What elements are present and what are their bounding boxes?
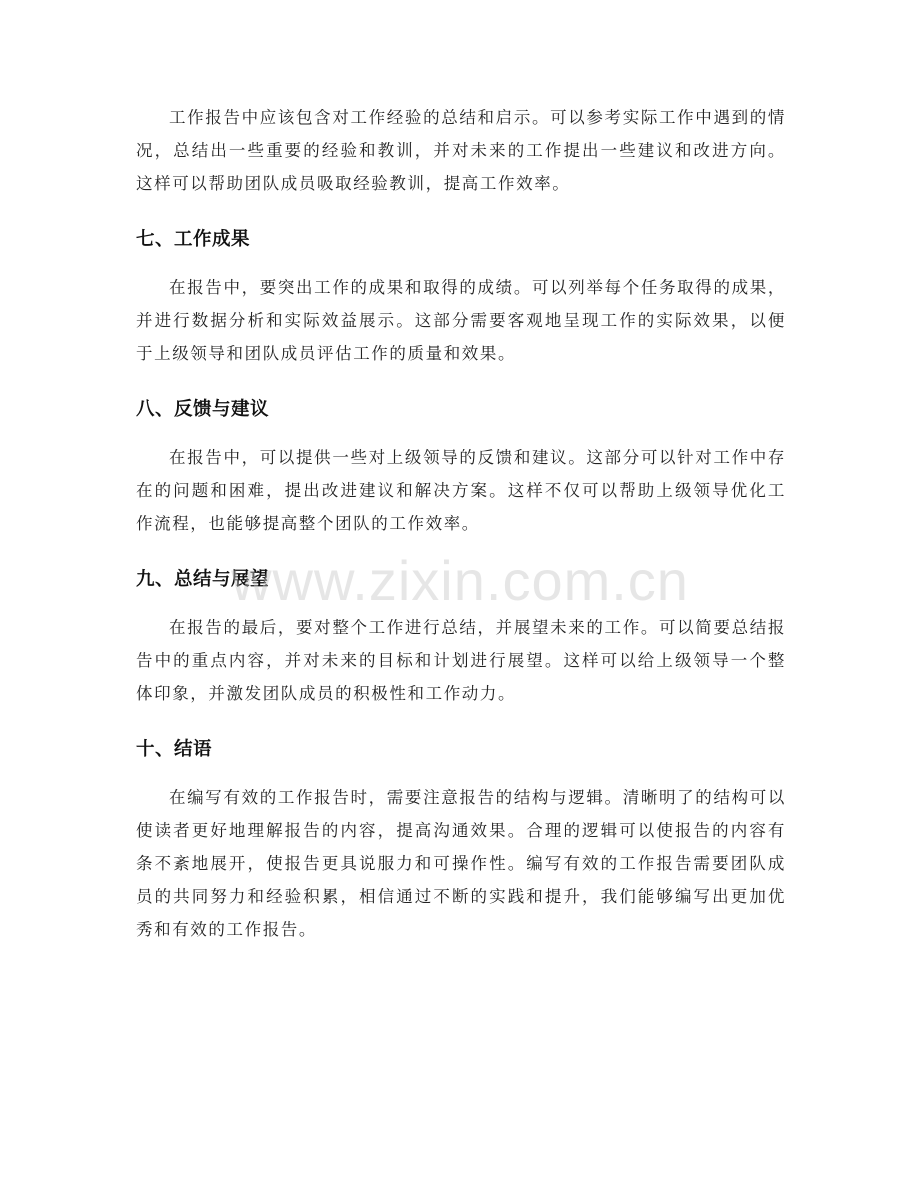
- intro-paragraph: 工作报告中应该包含对工作经验的总结和启示。可以参考实际工作中遇到的情况，总结出一些重要的经验和教训，并对未来的工作提出一些建议和改进方向。这样可以帮助团队成员吸取经验教训，提高工作效率。: [136, 108, 786, 193]
- section-heading-conclusion: 十、结语: [136, 739, 213, 760]
- section-paragraph-feedback: 在报告中，可以提供一些对上级领导的反馈和建议。这部分可以针对工作中存在的问题和困难，提出改进建议和解决方案。这样不仅可以帮助上级领导优化工作流程，也能够提高整个团队的工作效率。: [136, 448, 786, 533]
- spacer: [136, 591, 786, 611]
- section-paragraph-summary: 在报告的最后，要对整个工作进行总结，并展望未来的工作。可以简要总结报告中的重点内容，并对未来的目标和计划进行展望。这样可以给上级领导一个整体印象，并激发团队成员的积极性和工作动力。: [136, 618, 786, 703]
- section-heading-summary: 九、总结与展望: [136, 569, 270, 590]
- spacer: [136, 200, 786, 225]
- document-body: [136, 101, 786, 946]
- section-heading-feedback: 八、反馈与建议: [136, 399, 270, 420]
- section-paragraph-results: 在报告中，要突出工作的成果和取得的成绩。可以列举每个任务取得的成果，并进行数据分析和实际效益展示。这部分需要客观地呈现工作的实际效果，以便于上级领导和团队成员评估工作的质量和效果。: [136, 278, 786, 363]
- spacer: [136, 251, 786, 271]
- watermark-text: www.zixin.com.cn: [231, 549, 689, 612]
- spacer: [136, 710, 786, 735]
- spacer: [136, 370, 786, 395]
- spacer: [136, 421, 786, 441]
- spacer: [136, 761, 786, 781]
- section-paragraph-conclusion: 在编写有效的工作报告时，需要注意报告的结构与逻辑。清晰明了的结构可以使读者更好地理解报告的内容，提高沟通效果。合理的逻辑可以使报告的内容有条不紊地展开，使报告更具说服力和可操作性。编写有效的工作报告需要团队成员的共同努力和经验积累，相信通过不断的实践和提升，我们能够编写出更加优秀和有效的工作报告。: [136, 788, 786, 939]
- spacer: [136, 540, 786, 565]
- section-heading-results: 七、工作成果: [136, 229, 251, 250]
